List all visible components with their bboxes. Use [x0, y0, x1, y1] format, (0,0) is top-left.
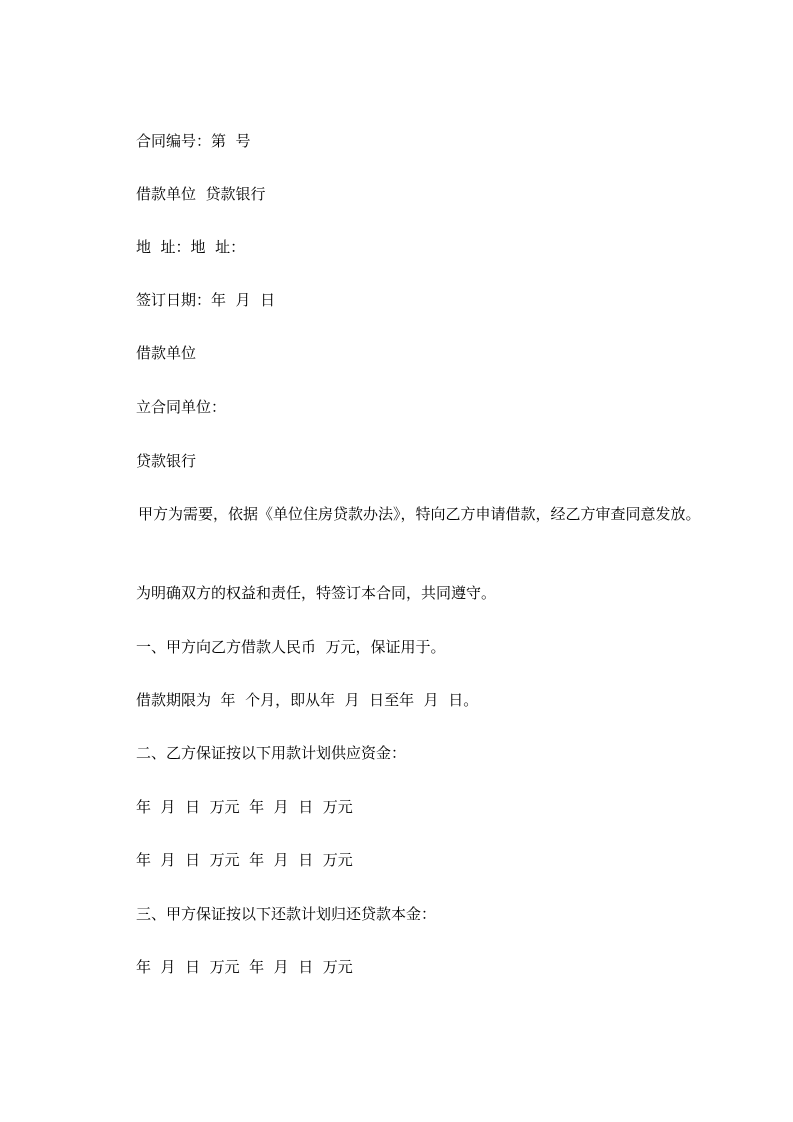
address-line: 地 址：地 址：: [136, 238, 246, 256]
supply-row-2: 年 月 日 万元 年 月 日 万元: [136, 851, 353, 869]
clause-2: 二、乙方保证按以下用款计划供应资金：: [136, 744, 407, 762]
intro-paragraph: 甲方为需要，依据《单位住房贷款办法》，特向乙方申请借款，经乙方审查同意发放。: [138, 505, 701, 523]
signing-date: 签订日期：年 月 日: [136, 291, 276, 309]
contract-number: 合同编号：第 号: [136, 132, 251, 150]
borrower-label: 借款单位: [136, 344, 197, 362]
supply-row-1: 年 月 日 万元 年 月 日 万元: [136, 798, 353, 816]
lender-label: 贷款银行: [136, 452, 197, 470]
contracting-unit-label: 立合同单位：: [136, 398, 227, 416]
repay-row-1: 年 月 日 万元 年 月 日 万元: [136, 958, 353, 976]
loan-term: 借款期限为 年 个月，即从年 月 日至年 月 日。: [136, 691, 479, 709]
parties-header: 借款单位 贷款银行: [136, 185, 266, 203]
clause-1: 一、甲方向乙方借款人民币 万元，保证用于。: [136, 638, 446, 656]
purpose-line: 为明确双方的权益和责任，特签订本合同，共同遵守。: [136, 584, 497, 602]
clause-3: 三、甲方保证按以下还款计划归还贷款本金：: [136, 905, 437, 923]
